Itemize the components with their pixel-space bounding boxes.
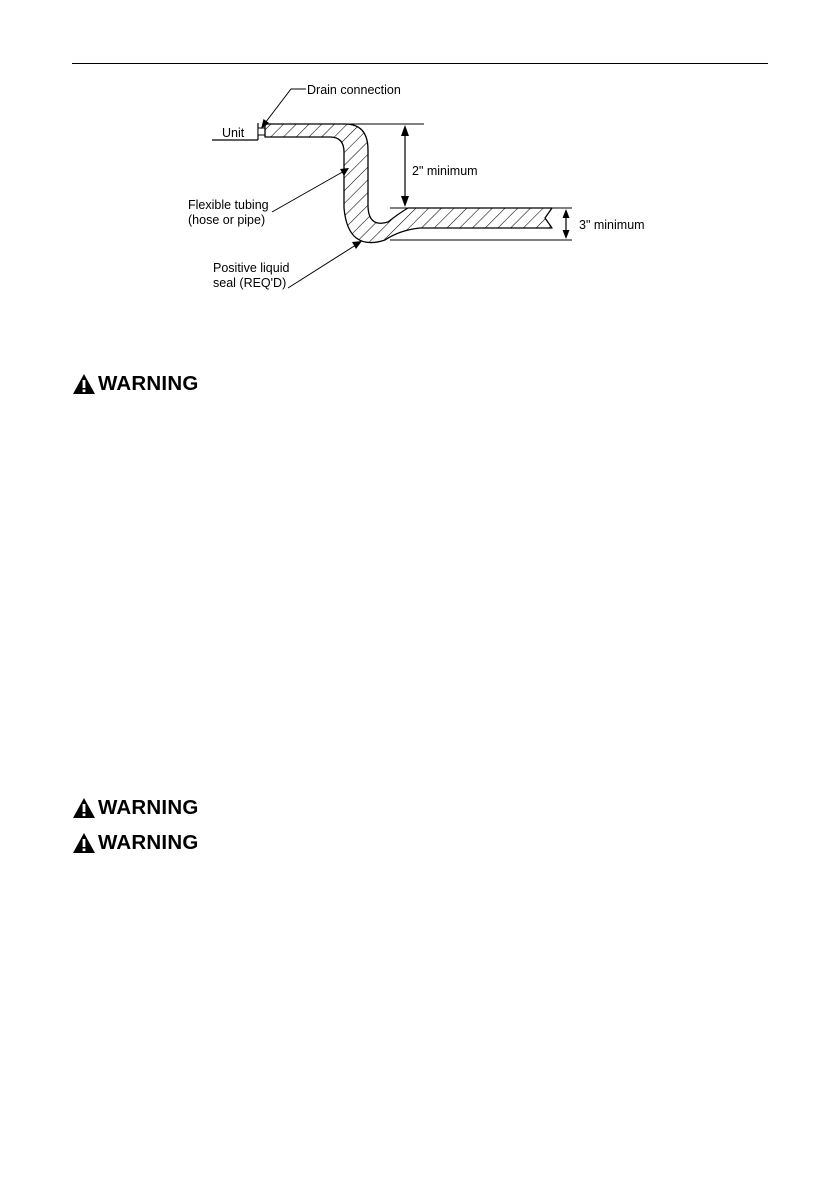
warning-triangle-icon — [72, 373, 96, 395]
warning-triangle-icon — [72, 832, 96, 854]
unit-label: Unit — [222, 126, 245, 140]
condensate-drain-trap-diagram — [0, 0, 840, 320]
drain-connection-label: Drain connection — [307, 83, 401, 97]
warning-triangle-icon — [72, 797, 96, 819]
two-inch-minimum-label: 2" minimum — [412, 164, 478, 178]
warning-label: WARNING — [98, 372, 199, 395]
warning-label: WARNING — [98, 831, 199, 854]
flexible-tubing-label-line1: Flexible tubing — [188, 198, 269, 212]
two-inch-dimension-arrow — [401, 125, 409, 207]
warning-heading — [72, 372, 198, 396]
drain-connection-leader — [261, 89, 306, 129]
flexible-tubing-label-line2: (hose or pipe) — [188, 213, 266, 227]
positive-seal-label-line1: Positive liquid — [213, 261, 290, 275]
three-inch-minimum-label: 3" minimum — [579, 218, 645, 232]
drain-connection-stub — [258, 128, 265, 135]
positive-seal-leader — [288, 241, 362, 288]
warning-heading — [72, 796, 198, 820]
warning-label: WARNING — [98, 796, 199, 819]
trap-tubing — [265, 124, 552, 243]
flexible-tubing-leader — [272, 168, 349, 212]
three-inch-dimension-arrow — [563, 209, 570, 239]
warning-heading — [72, 831, 198, 855]
positive-seal-label-line2: seal (REQ'D) — [213, 276, 287, 290]
